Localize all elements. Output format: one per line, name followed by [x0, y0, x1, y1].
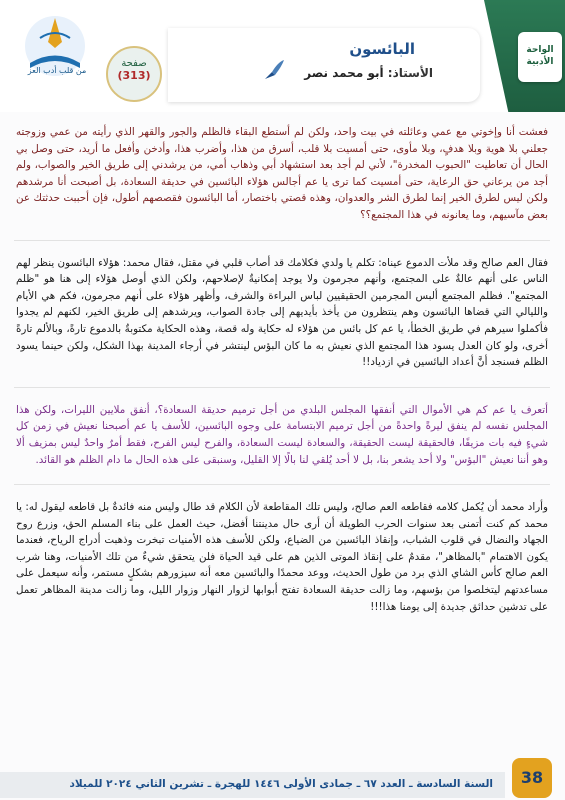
author-line [304, 66, 433, 80]
divider [14, 240, 550, 241]
paragraph-2: فقال العم صالح وقد ملأت الدموع عيناه: تكلم يا ولدي فكلامك قد أصاب قلبي في مقتل، فقال محمد: هؤلاء البائسون ينظر لهم الناس على أنهم عالةٌ على المجتمع، وأنهم مجرمون ولا يوجد إمكانيةٌ لإصلاحهم، ولكن الذي أوصل هؤلاء إلى هنا هو "ظلم المجتمع". فظلم المجتمع ألبس المجرمين الحقيقيين لباس البراءة والشرف، وأظهر هؤلاء على أنهم مجرمون، فكم هي الأيام والليالي التي قضاها البائسون وهم ينتظرون من يأخذ بأيديهم إلى جادة الصواب، ويرشدهم إلى طريق الخير، لكنهم لم يجدوا فأكملوا سيرهم في طريق الخطأ، يا عم كل بائس من هؤلاء له حكاية وله قصة، وهذه الحكاية مكتوبةٌ بالدموع تارةً، وبالألم تارةً أخرى، ولو كان العدل يسود هذا المجتمع الذي نعيش به ما كان البؤس لينتشر في أرجاء المدينة بهذا الشكل، ولكن حينما يسود الظلم فسنجد أنَّ أعداد البائسين في ازدياد!! [16, 256, 548, 369]
article-title: البائسون [349, 40, 415, 58]
quill-pen-icon [262, 58, 286, 82]
page-range-value: (313) [117, 69, 151, 82]
paragraph-3: أتعرف يا عم كم هي الأموال التي أنفقها المجلس البلدي من أجل ترميم حديقة السعادة؟، أنفق ملايين الليرات، ولكن هذا المجلس نفسه لم ينفق ليرةً واحدةً من أجل ترميم الابتسامة على وجوه البائسين، للأسف يا عم أصبحنا نعيش في زمن كل شيءٍ فيه بات مزيفًا، فالحقيقة ليست الحقيقة، والسعادة ليست السعادة، والفرح ليس الفرح، فقط أمرٌ واحدٌ ليس بمزيف ألا وهو أننا نعيش "البؤس" ولا أحد يشعر بنا، بل لا أحد يُلقي لنا بالًا إلا القليل، وسنبقى على هذه الحال ما دام الظلم هو القائد. [16, 403, 548, 466]
page-number-badge [512, 758, 552, 798]
logo-caption: من قلب أدب العز [27, 66, 87, 75]
page-header [0, 0, 565, 112]
divider [14, 484, 550, 485]
paragraph-1: فعشت أنا وإخوتي مع عمي وعائلته في بيت واحد، ولكن لم أستطع البقاء فالظلم والجور والقهر الذي رأيته من عمي وزوجته جعلني بلا هوية وبلا هدفٍ، وبلا مأوى، حتى أمسيت بلا قلب، أسرق من هذا، وأضرب هذا، وأدخن وأفعل ما أريد، حتى وصل بي الحال أن تعاطيت "الحبوب المخدرة"، لأني لم أجد بعد استشهاد أبي وذهاب أمي، من يرشدني إلى طريق الخير والصواب، ولم أجد من يرعاني حق الرعاية، حتى أمسيت كما ترى يا عم أجالس هؤلاء البائسين في حديقة السعادة، بل أصبحت أنا مرشدهم ولكن ليس لطرق الخير إنما لطرق الشر والعدوان، وهذه قصتي باختصار، أما البائسون فقصصهم أطول، فإن أحببت حدثتك عن بعض مآسيهم، وما يعانونه في هذا المجتمع؟؟ [16, 126, 548, 221]
section-name-line1: الواحة [526, 45, 554, 55]
title-banner [168, 28, 480, 102]
author-label: الأستاذ: [387, 66, 433, 80]
page-number: 38 [520, 768, 544, 787]
paragraph-4: وأراد محمد أن يُكمل كلامه فقاطعه العم صالح، وليس تلك المقاطعة لأن الكلام قد طال وليس منه فائدةٌ بل قاطعه ليقول له: يا محمد كم كنت أتمنى بعد سنوات الحرب الطويلة أن أرى حال مدينتنا أفضل، حيث العمل على بناء المسلم الحق، وزرع روح الجهاد والنضال في قلوب الشباب، وإنقاذ البائسين من الضياع، ولكن للأسف هذه الأمنيات تبخرت وذهبت أدراج الرياح، فعندما يكون الاهتمام "بالمظاهر"، مقدمٌ على إنقاذ الموتى الذين هم على قيد الحياة فلن يتحقق شيءٌ من تلك الأمنيات، وهنا شرب العم صالح كأس الشاي الذي برد من طول الحديث، ووعد محمدًا والبائسين معه أنه سيزورهم بشكلٍ مستمر، وأنه سيعمل على مساعدتهم ليتخلصوا من بؤسهم، وما زالت حديقة السعادة تفتح أبوابها لزوار النهار وزوار الليل، وما زالت مدينة المظاهر تعمل على تدشين حدائق جديدة إلى يومنا هذا!!! [16, 501, 548, 613]
author-name: أبو محمد نصر [304, 66, 384, 80]
issue-info: السنة السادسة ـ العدد ٦٧ ـ جمادى الأولى ١٤٤٦ للهجرة ـ تشرين الثاني ٢٠٢٤ للميلاد [69, 778, 493, 790]
page-range-label: صفحة [121, 58, 147, 69]
article-body [14, 124, 550, 631]
divider [14, 387, 550, 388]
magazine-section-badge [518, 32, 562, 82]
page-footer [0, 758, 565, 800]
page-range-badge [106, 46, 162, 102]
magazine-logo-icon [10, 8, 100, 98]
section-name-line2: الأدبية [526, 57, 554, 67]
